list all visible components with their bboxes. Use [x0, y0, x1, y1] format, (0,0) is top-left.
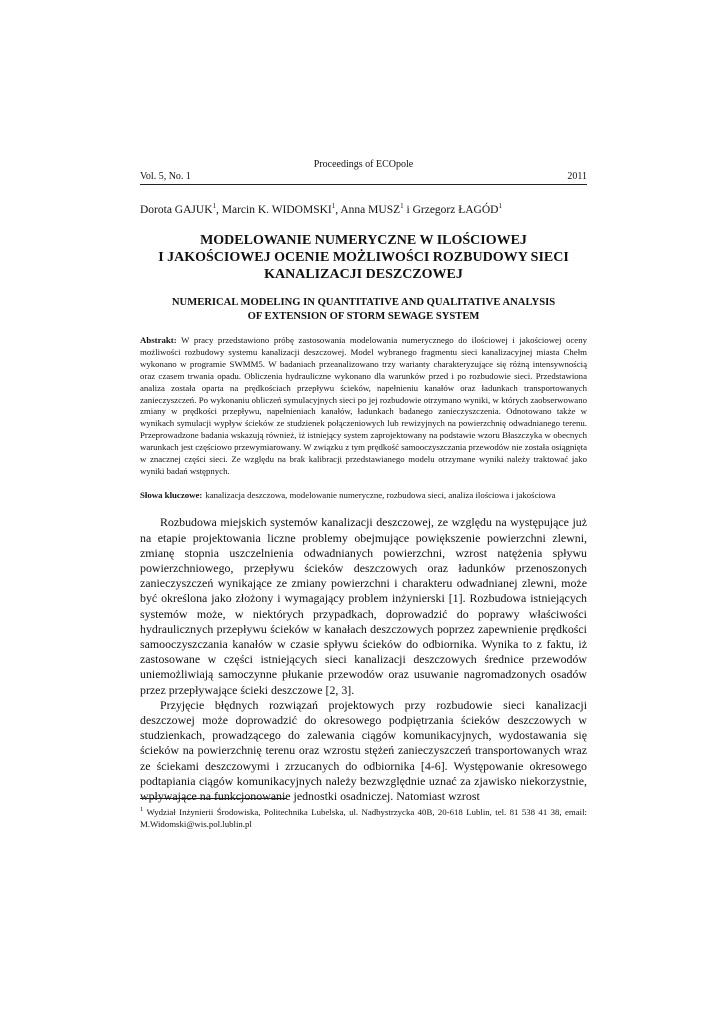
abstract-label: Abstrakt: — [140, 335, 177, 345]
author-affiliation-mark: 1 — [400, 202, 404, 211]
author-separator: , — [216, 204, 222, 216]
author-name: Marcin K. WIDOMSKI — [221, 204, 332, 216]
author-separator: i — [403, 204, 413, 216]
body-text — [140, 515, 587, 804]
author-name: Dorota GAJUK — [140, 204, 213, 216]
body-paragraph: Przyjęcie błędnych rozwiązań projektowych przy rozbudowie sieci kanalizacji deszczowej może doprowadzić do okresowego podpiętrzania ścieków deszczowych w studzienkach, prowadzącego do zalewania ciągów komunikacyjnych, wydostawania się ścieków na powierzchnię terenu oraz wzrostu stężeń zanieczyszczeń transportowanych wraz ze ściekami deszczowymi i zrzucanych do odbiornika [4-6]. Występowanie okresowego podtapiania ciągów komunikacyjnych należy bezwzględnie uznać za zjawisko niekorzystnie, wpływające na funkcjonowanie jednostki osadniczej. Natomiast wzrost — [140, 697, 587, 804]
keywords-label: Słowa kluczowe: — [140, 489, 203, 500]
body-paragraph: Rozbudowa miejskich systemów kanalizacji deszczowej, ze względu na występujące już na etapie projektowania liczne problemy obejmujące powiększenie powierzchni zlewni, zmianę stopnia uszczelnienia odwadnianych powierzchni, wzrost natężenia spływu powierzchniowego, przepływu ścieków deszczowych oraz ładunków przenoszonych zanieczyszczeń wynikające ze zmiany powierzchni i charakteru odwadnianej zlewni, może być określona jako złożony i wymagający problem inżynierski [1]. Rozbudowa istniejących systemów może, w niektórych przypadkach, doprowadzić do poprawy właściwości hydraulicznych przepływu ścieków w kanałach deszczowych poprzez zapewnienie prędkości samooczyszczania kanałów w czasie spływu ścieków do odbiornika. Wynika to z faktu, iż zastosowane w części istniejących sieci kanalizacji deszczowych średnice przewodów uniemożliwiają samoczynne płukanie przewodów oraz usuwanie nagromadzonych osadów przez przepływające ścieki deszczowe [2, 3]. — [140, 515, 587, 697]
footnote-divider — [140, 798, 286, 799]
author-affiliation-mark: 1 — [212, 202, 217, 211]
title-line: I JAKOŚCIOWEJ OCENIE MOŻLIWOŚCI ROZBUDOWY SIECI — [158, 250, 569, 265]
abstract-text: W pracy przedstawiono próbę zastosowania modelowania numerycznego do ilościowej i jakościowej oceny możliwości rozbudowy systemu kanalizacji deszczowej. Model wybranego fragmentu sieci kanalizacyjnej miasta Chełm wykonano w programie SWMM5. W badaniach przeanalizowano trzy warianty charakteryzujące się różną intensywnością oraz czasem trwania opadu. Obliczenia hydrauliczne wykonano dla warunków przed i po rozbudowie sieci. Przedstawiona analiza została oparta na prędkościach przepływu ścieków, napełnieniu kanałów oraz ładunkach transportowanych zanieczyszczeń. Po wykonaniu obliczeń symulacyjnych sieci po jej rozbudowie otrzymano wyniki, w których zaobserwowano zmiany w prędkości przepływu, napełnieniach kanałów, ładunkach badanego zanieczyszczenia. Odnotowano także w wynikach symulacji wypływ ścieków ze studzienek połączeniowych lub rewizyjnych na powierzchnię odwadnianego terenu. Przeprowadzone badania wskazują również, iż istniejący system zaprojektowany na podstawie wzoru Błaszczyka w obecnych warunkach jest częściowo przewymiarowany. W związku z tym prędkość samooczyszczania przewodów nie została osiągnięta w znacznej części sieci. Ze względu na brak kalibracji przedstawianego modelu otrzymane wyniki należy traktować jako wyniki badań wstępnych. — [140, 335, 587, 476]
author-name: Grzegorz ŁAGÓD — [412, 204, 499, 216]
author-list — [140, 203, 587, 217]
keywords-text: kanalizacja deszczowa, modelowanie numeryczne, rozbudowa sieci, analiza ilościowa i jakościowa — [205, 489, 556, 500]
title-line: MODELOWANIE NUMERYCZNE W ILOŚCIOWEJ — [200, 233, 527, 248]
footnote-text: Wydział Inżynierii Środowiska, Politechnika Lubelska, ul. Nadbystrzycka 40B, 20-618 Lublin, tel. 81 538 41 38, email: M.Widomski@wis.pol.lublin.pl — [140, 807, 587, 829]
year-label: 2011 — [567, 171, 587, 182]
footnote-mark: 1 — [140, 806, 144, 814]
title-english — [140, 296, 587, 323]
abstract — [140, 335, 587, 478]
author-separator: , — [335, 204, 341, 216]
title-polish — [140, 232, 587, 283]
author-affiliation-mark: 1 — [498, 202, 502, 211]
volume-label: Vol. 5, No. 1 — [140, 171, 191, 182]
author-affiliation-mark: 1 — [331, 202, 336, 211]
page-content — [140, 158, 587, 804]
keywords — [140, 490, 587, 502]
author-name: Anna MUSZ — [340, 204, 401, 216]
volume-row — [140, 171, 587, 185]
running-head: Proceedings of ECOpole — [313, 159, 414, 170]
title-line: NUMERICAL MODELING IN QUANTITATIVE AND QUALITATIVE ANALYSIS — [171, 297, 556, 308]
title-line: KANALIZACJI DESZCZOWEJ — [264, 267, 463, 282]
title-line: OF EXTENSION OF STORM SEWAGE SYSTEM — [247, 310, 480, 322]
footnote — [140, 806, 587, 830]
